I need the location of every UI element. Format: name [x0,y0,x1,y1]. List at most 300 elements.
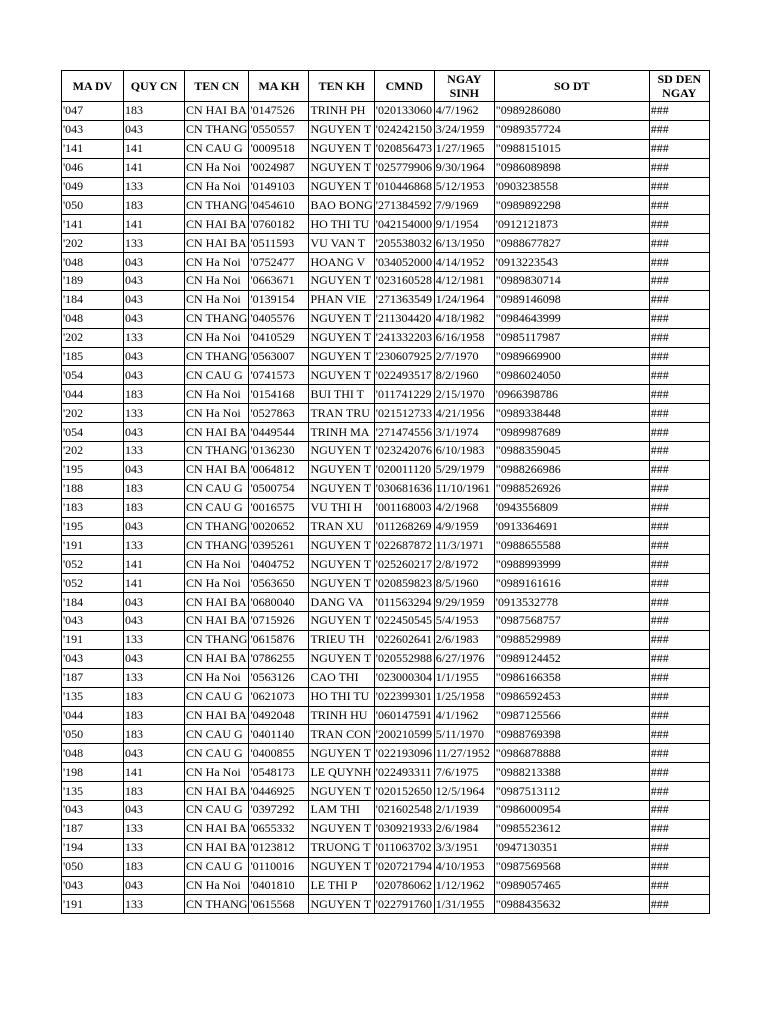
cell-ma-dv: '050 [62,196,124,215]
table-row [62,120,710,139]
cell-ngay-sinh: 12/5/1964 [434,782,494,801]
table-row [62,460,710,479]
cell-ma-dv: '050 [62,857,124,876]
cell-ma-kh: '0563126 [249,668,309,687]
table-row [62,857,710,876]
cell-ma-kh: '0016575 [249,498,309,517]
cell-ten-cn: CN HAI BA [185,460,249,479]
cell-sd-den-ngay: ### [649,196,709,215]
cell-so-dt: "0989830714 [494,272,649,291]
table-row [62,876,710,895]
table-row [62,290,710,309]
cell-ten-cn: CN Ha Noi [185,158,249,177]
cell-cmnd: '011741229 [374,385,434,404]
cell-quy-cn: 043 [124,517,185,536]
cell-cmnd: '022399301 [374,687,434,706]
cell-ten-cn: CN HAI BA [185,593,249,612]
cell-ma-dv: '052 [62,574,124,593]
table-row [62,725,710,744]
table-row [62,819,710,838]
cell-ngay-sinh: 4/7/1962 [434,102,494,121]
cell-ten-kh: NGUYEN T [309,819,374,838]
cell-cmnd: '025779906 [374,158,434,177]
cell-quy-cn: 133 [124,404,185,423]
cell-ten-kh: TRIEU TH [309,630,374,649]
cell-ma-dv: '202 [62,442,124,461]
cell-quy-cn: 183 [124,196,185,215]
cell-sd-den-ngay: ### [649,555,709,574]
cell-sd-den-ngay: ### [649,253,709,272]
cell-quy-cn: 133 [124,442,185,461]
cell-ma-dv: '187 [62,668,124,687]
cell-sd-den-ngay: ### [649,498,709,517]
cell-ma-kh: '0139154 [249,290,309,309]
cell-quy-cn: 043 [124,460,185,479]
cell-ma-dv: '050 [62,725,124,744]
cell-ten-kh: LE THI P [309,876,374,895]
cell-ma-dv: '198 [62,763,124,782]
cell-ngay-sinh: 5/29/1979 [434,460,494,479]
cell-quy-cn: 183 [124,782,185,801]
cell-ma-kh: '0492048 [249,706,309,725]
cell-ma-kh: '0401810 [249,876,309,895]
cell-quy-cn: 183 [124,498,185,517]
cell-ten-kh: NGUYEN T [309,857,374,876]
cell-sd-den-ngay: ### [649,158,709,177]
cell-sd-den-ngay: ### [649,800,709,819]
cell-ngay-sinh: 2/15/1970 [434,385,494,404]
cell-sd-den-ngay: ### [649,347,709,366]
cell-quy-cn: 043 [124,876,185,895]
cell-so-dt: "0989146098 [494,290,649,309]
cell-so-dt: "0986166358 [494,668,649,687]
cell-ten-kh: NGUYEN T [309,272,374,291]
cell-sd-den-ngay: ### [649,706,709,725]
cell-ten-cn: CN CAU G [185,139,249,158]
cell-so-dt: "0988529989 [494,630,649,649]
cell-cmnd: '022493311 [374,763,434,782]
cell-ten-cn: CN HAI BA [185,234,249,253]
cell-ten-cn: CN CAU G [185,687,249,706]
cell-ma-dv: '043 [62,876,124,895]
cell-quy-cn: 133 [124,819,185,838]
cell-ten-cn: CN CAU G [185,800,249,819]
cell-ma-kh: '0397292 [249,800,309,819]
cell-ma-kh: '0741573 [249,366,309,385]
cell-ten-kh: LE QUYNH [309,763,374,782]
cell-cmnd: '034052000 [374,253,434,272]
table-row [62,668,710,687]
cell-cmnd: '230607925 [374,347,434,366]
cell-quy-cn: 141 [124,158,185,177]
cell-quy-cn: 141 [124,574,185,593]
cell-cmnd: '021602548 [374,800,434,819]
cell-ngay-sinh: 1/1/1955 [434,668,494,687]
cell-ma-dv: '202 [62,234,124,253]
table-row [62,555,710,574]
cell-ma-dv: '141 [62,215,124,234]
cell-quy-cn: 183 [124,385,185,404]
cell-ten-kh: VU THI H [309,498,374,517]
table-row [62,649,710,668]
cell-ma-kh: '0009518 [249,139,309,158]
header-sd-den-ngay: SD DEN NGAY [649,71,709,102]
cell-ten-cn: CN THANG [185,120,249,139]
cell-quy-cn: 043 [124,423,185,442]
cell-ten-cn: CN HAI BA [185,215,249,234]
table-row [62,536,710,555]
cell-ngay-sinh: 1/31/1955 [434,895,494,914]
table-row [62,366,710,385]
cell-ten-kh: DANG VA [309,593,374,612]
cell-ngay-sinh: 6/27/1976 [434,649,494,668]
cell-ngay-sinh: 4/21/1956 [434,404,494,423]
cell-so-dt: "0989057465 [494,876,649,895]
cell-ngay-sinh: 9/1/1954 [434,215,494,234]
cell-ma-kh: '0064812 [249,460,309,479]
cell-sd-den-ngay: ### [649,385,709,404]
cell-ma-dv: '048 [62,253,124,272]
cell-ten-kh: NGUYEN T [309,309,374,328]
cell-quy-cn: 183 [124,857,185,876]
cell-so-dt: '0966398786 [494,385,649,404]
cell-ma-kh: '0563007 [249,347,309,366]
table-row [62,423,710,442]
cell-ten-kh: NGUYEN T [309,347,374,366]
table-row [62,800,710,819]
customer-table [61,70,710,914]
cell-so-dt: "0989669900 [494,347,649,366]
cell-so-dt: "0989987689 [494,423,649,442]
cell-so-dt: '0912121873 [494,215,649,234]
cell-so-dt: '0913223543 [494,253,649,272]
cell-ngay-sinh: 4/2/1968 [434,498,494,517]
cell-sd-den-ngay: ### [649,630,709,649]
cell-ngay-sinh: 9/29/1959 [434,593,494,612]
cell-so-dt: '0913532778 [494,593,649,612]
cell-ma-dv: '046 [62,158,124,177]
table-row [62,763,710,782]
cell-ma-dv: '141 [62,139,124,158]
table-row [62,404,710,423]
cell-ma-dv: '048 [62,744,124,763]
cell-ten-kh: BAO BONG [309,196,374,215]
cell-cmnd: '020721794 [374,857,434,876]
cell-ma-dv: '043 [62,120,124,139]
cell-ngay-sinh: 4/9/1959 [434,517,494,536]
cell-ten-kh: HO THI TU [309,687,374,706]
cell-ma-dv: '135 [62,687,124,706]
cell-quy-cn: 183 [124,687,185,706]
cell-quy-cn: 043 [124,120,185,139]
cell-quy-cn: 133 [124,536,185,555]
cell-ten-kh: NGUYEN T [309,744,374,763]
cell-so-dt: "0987568757 [494,612,649,631]
cell-cmnd: '022602641 [374,630,434,649]
cell-ten-kh: NGUYEN T [309,895,374,914]
cell-ma-kh: '0527863 [249,404,309,423]
cell-ten-kh: TRINH PH [309,102,374,121]
cell-ma-dv: '052 [62,555,124,574]
table-row [62,234,710,253]
cell-so-dt: "0988359045 [494,442,649,461]
cell-so-dt: "0986878888 [494,744,649,763]
cell-sd-den-ngay: ### [649,782,709,801]
cell-so-dt: "0988266986 [494,460,649,479]
cell-quy-cn: 141 [124,763,185,782]
cell-ma-dv: '047 [62,102,124,121]
cell-quy-cn: 043 [124,612,185,631]
cell-ten-cn: CN Ha Noi [185,272,249,291]
cell-cmnd: '022791760 [374,895,434,914]
cell-ten-kh: PHAN VIE [309,290,374,309]
cell-cmnd: '271474556 [374,423,434,442]
cell-ma-dv: '049 [62,177,124,196]
cell-ten-cn: CN HAI BA [185,838,249,857]
table-row [62,593,710,612]
cell-cmnd: '011268269 [374,517,434,536]
cell-quy-cn: 043 [124,290,185,309]
header-quy-cn: QUY CN [124,71,185,102]
cell-so-dt: "0988655588 [494,536,649,555]
cell-ten-kh: NGUYEN T [309,555,374,574]
cell-sd-den-ngay: ### [649,120,709,139]
cell-ma-kh: '0500754 [249,479,309,498]
cell-ten-kh: NGUYEN T [309,649,374,668]
cell-ma-kh: '0760182 [249,215,309,234]
cell-ma-dv: '048 [62,309,124,328]
cell-ma-kh: '0154168 [249,385,309,404]
cell-ngay-sinh: 8/2/1960 [434,366,494,385]
cell-ma-kh: '0786255 [249,649,309,668]
cell-ten-cn: CN CAU G [185,857,249,876]
cell-cmnd: '010446868 [374,177,434,196]
cell-ma-kh: '0110016 [249,857,309,876]
cell-sd-den-ngay: ### [649,309,709,328]
table-row [62,706,710,725]
cell-cmnd: '023000304 [374,668,434,687]
cell-ma-kh: '0020652 [249,517,309,536]
cell-ma-dv: '194 [62,838,124,857]
cell-ten-kh: HOANG V [309,253,374,272]
cell-ngay-sinh: 1/25/1958 [434,687,494,706]
cell-sd-den-ngay: ### [649,649,709,668]
cell-cmnd: '025260217 [374,555,434,574]
table-row [62,782,710,801]
cell-ngay-sinh: 3/3/1951 [434,838,494,857]
cell-ngay-sinh: 2/8/1972 [434,555,494,574]
cell-so-dt: "0989892298 [494,196,649,215]
cell-ten-cn: CN THANG [185,442,249,461]
cell-ngay-sinh: 4/12/1981 [434,272,494,291]
cell-ten-cn: CN HAI BA [185,423,249,442]
cell-sd-den-ngay: ### [649,460,709,479]
cell-ma-kh: '0446925 [249,782,309,801]
cell-cmnd: '023160528 [374,272,434,291]
cell-ten-cn: CN THANG [185,309,249,328]
cell-cmnd: '205538032 [374,234,434,253]
cell-ma-dv: '135 [62,782,124,801]
cell-ngay-sinh: 6/13/1950 [434,234,494,253]
cell-quy-cn: 133 [124,630,185,649]
table-row [62,272,710,291]
cell-quy-cn: 043 [124,272,185,291]
cell-ngay-sinh: 6/16/1958 [434,328,494,347]
cell-ma-dv: '043 [62,612,124,631]
table-row [62,498,710,517]
cell-ten-kh: NGUYEN T [309,782,374,801]
cell-sd-den-ngay: ### [649,442,709,461]
cell-ten-cn: CN HAI BA [185,782,249,801]
cell-sd-den-ngay: ### [649,139,709,158]
cell-ten-kh: TRINH MA [309,423,374,442]
cell-ma-kh: '0401140 [249,725,309,744]
cell-ngay-sinh: 9/30/1964 [434,158,494,177]
cell-quy-cn: 043 [124,347,185,366]
cell-ma-dv: '183 [62,498,124,517]
cell-ma-kh: '0563650 [249,574,309,593]
cell-so-dt: '0947130351 [494,838,649,857]
cell-quy-cn: 043 [124,649,185,668]
cell-ngay-sinh: 4/1/1962 [434,706,494,725]
cell-sd-den-ngay: ### [649,687,709,706]
cell-so-dt: "0987569568 [494,857,649,876]
cell-ten-cn: CN Ha Noi [185,290,249,309]
cell-ma-kh: '0395261 [249,536,309,555]
cell-ten-kh: TRAN CON [309,725,374,744]
cell-so-dt: "0989338448 [494,404,649,423]
cell-sd-den-ngay: ### [649,857,709,876]
cell-ten-cn: CN Ha Noi [185,876,249,895]
cell-ma-kh: '0400855 [249,744,309,763]
cell-ten-kh: LAM THI [309,800,374,819]
table-row [62,612,710,631]
cell-cmnd: '020856473 [374,139,434,158]
cell-ma-kh: '0454610 [249,196,309,215]
cell-so-dt: "0989161616 [494,574,649,593]
cell-ten-kh: NGUYEN T [309,366,374,385]
cell-cmnd: '271363549 [374,290,434,309]
cell-so-dt: "0988769398 [494,725,649,744]
cell-ma-kh: '0147526 [249,102,309,121]
table-row [62,102,710,121]
cell-sd-den-ngay: ### [649,763,709,782]
cell-ten-kh: CAO THI [309,668,374,687]
cell-so-dt: "0988993999 [494,555,649,574]
cell-cmnd: '060147591 [374,706,434,725]
cell-ngay-sinh: 4/14/1952 [434,253,494,272]
cell-ten-kh: TRINH HU [309,706,374,725]
cell-cmnd: '020011120 [374,460,434,479]
cell-cmnd: '022493517 [374,366,434,385]
cell-ten-cn: CN Ha Noi [185,404,249,423]
cell-ngay-sinh: 1/12/1962 [434,876,494,895]
cell-sd-den-ngay: ### [649,744,709,763]
cell-quy-cn: 141 [124,139,185,158]
cell-ma-kh: '0655332 [249,819,309,838]
cell-so-dt: "0987125566 [494,706,649,725]
cell-sd-den-ngay: ### [649,838,709,857]
cell-ma-dv: '044 [62,385,124,404]
header-ten-kh: TEN KH [309,71,374,102]
header-ma-kh: MA KH [249,71,309,102]
cell-sd-den-ngay: ### [649,612,709,631]
cell-sd-den-ngay: ### [649,177,709,196]
cell-ten-kh: NGUYEN T [309,158,374,177]
table-row [62,744,710,763]
cell-ngay-sinh: 2/6/1983 [434,630,494,649]
cell-ngay-sinh: 3/1/1974 [434,423,494,442]
cell-ma-kh: '0621073 [249,687,309,706]
cell-ma-dv: '195 [62,460,124,479]
cell-ten-cn: CN THANG [185,347,249,366]
cell-ngay-sinh: 5/4/1953 [434,612,494,631]
cell-quy-cn: 043 [124,744,185,763]
cell-ten-kh: NGUYEN T [309,139,374,158]
cell-ma-dv: '184 [62,290,124,309]
cell-ma-kh: '0615876 [249,630,309,649]
cell-cmnd: '001168003 [374,498,434,517]
cell-ngay-sinh: 2/1/1939 [434,800,494,819]
cell-ten-kh: BUI THI T [309,385,374,404]
cell-ten-kh: TRUONG T [309,838,374,857]
cell-sd-den-ngay: ### [649,593,709,612]
cell-ma-kh: '0715926 [249,612,309,631]
cell-ten-cn: CN Ha Noi [185,328,249,347]
cell-cmnd: '011563294 [374,593,434,612]
cell-quy-cn: 183 [124,102,185,121]
cell-ten-kh: NGUYEN T [309,177,374,196]
cell-cmnd: '042154000 [374,215,434,234]
cell-ma-dv: '054 [62,366,124,385]
cell-ten-cn: CN CAU G [185,744,249,763]
cell-ten-kh: NGUYEN T [309,612,374,631]
cell-ten-cn: CN CAU G [185,479,249,498]
cell-ma-dv: '189 [62,272,124,291]
cell-quy-cn: 133 [124,838,185,857]
cell-cmnd: '023242076 [374,442,434,461]
cell-ten-cn: CN THANG [185,517,249,536]
cell-ten-kh: TRAN XU [309,517,374,536]
cell-quy-cn: 141 [124,215,185,234]
cell-quy-cn: 133 [124,328,185,347]
table-row [62,253,710,272]
cell-sd-den-ngay: ### [649,234,709,253]
cell-quy-cn: 043 [124,366,185,385]
cell-ngay-sinh: 1/27/1965 [434,139,494,158]
cell-ten-kh: NGUYEN T [309,479,374,498]
cell-ma-kh: '0615568 [249,895,309,914]
cell-ten-cn: CN HAI BA [185,819,249,838]
cell-ma-dv: '054 [62,423,124,442]
cell-sd-den-ngay: ### [649,366,709,385]
cell-quy-cn: 043 [124,800,185,819]
cell-ngay-sinh: 4/10/1953 [434,857,494,876]
cell-so-dt: '0943556809 [494,498,649,517]
cell-quy-cn: 183 [124,706,185,725]
cell-ten-kh: NGUYEN T [309,328,374,347]
table-row [62,442,710,461]
cell-ten-cn: CN CAU G [185,498,249,517]
cell-sd-den-ngay: ### [649,819,709,838]
cell-so-dt: "0986000954 [494,800,649,819]
cell-cmnd: '020152650 [374,782,434,801]
cell-ma-dv: '043 [62,649,124,668]
cell-ngay-sinh: 2/7/1970 [434,347,494,366]
cell-ten-cn: CN CAU G [185,366,249,385]
cell-ten-kh: NGUYEN T [309,536,374,555]
table-row [62,838,710,857]
